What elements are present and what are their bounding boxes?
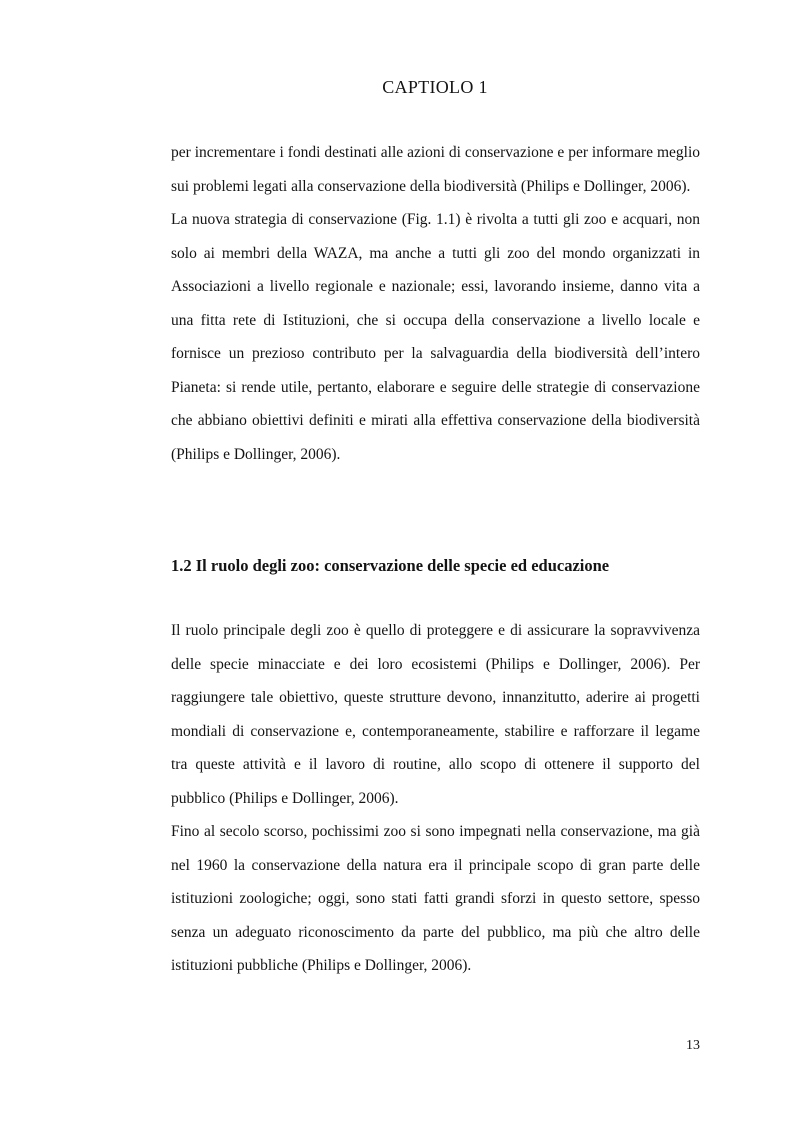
paragraph: per incrementare i fondi destinati alle azioni di conservazione e per informare meglio sui problemi legati alla conservazione della biodiversità (Philips e Dollinger, 2006). — [171, 144, 700, 195]
paragraph: Fino al secolo scorso, pochissimi zoo si sono impegnati nella conservazione, ma già nel 1960 la conservazione della natura era il principale scopo di gran parte delle istituzioni zoologiche; oggi, sono stati fatti grandi sforzi in questo settore, spesso senza un adeguato riconoscimento da parte del pubblico, ma più che altro delle istituzioni pubbliche (Philips e Dollinger, 2006). — [171, 823, 700, 974]
section-text — [171, 614, 700, 983]
paragraph: La nuova strategia di conservazione (Fig. 1.1) è rivolta a tutti gli zoo e acquari, non solo ai membri della WAZA, ma anche a tutti gli zoo del mondo organizzati in Associazioni a livello regionale e nazionale; essi, lavorando insieme, danno vita a una fitta rete di Istituzioni, che si occupa della conservazione a livello locale e fornisce un prezioso contributo per la salvaguardia della biodiversità dell’intero Pianeta: si rende utile, pertanto, elaborare e seguire delle strategie di conservazione che abbiano obiettivi definiti e mirati alla effettiva conservazione della biodiversità (Philips e Dollinger, 2006). — [171, 211, 700, 463]
page-number: 13 — [686, 1038, 700, 1053]
chapter-header: CAPTIOLO 1 — [382, 77, 488, 97]
intro-text — [171, 136, 700, 471]
section-heading: 1.2 Il ruolo degli zoo: conservazione delle specie ed educazione — [171, 556, 610, 575]
paragraph: Il ruolo principale degli zoo è quello di proteggere e di assicurare la sopravvivenza delle specie minacciate e dei loro ecosistemi (Philips e Dollinger, 2006). Per raggiungere tale obiettivo, queste strutture devono, innanzitutto, aderire ai progetti mondiali di conservazione e, contemporaneamente, stabilire e rafforzare il legame tra queste attività e il lavoro di routine, allo scopo di ottenere il supporto del pubblico (Philips e Dollinger, 2006). — [171, 622, 700, 807]
